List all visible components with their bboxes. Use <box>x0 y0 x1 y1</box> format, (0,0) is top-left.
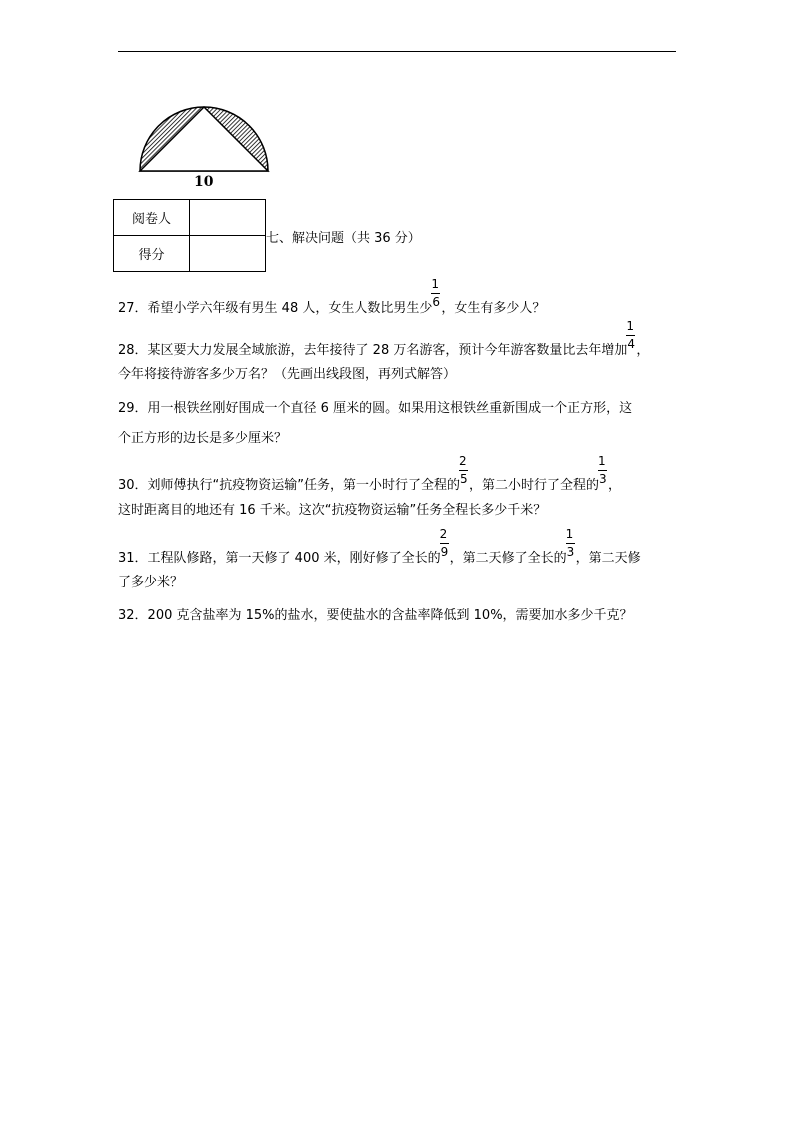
q28-frac-num: 1 <box>626 319 634 333</box>
q28-frac-bar <box>626 335 635 336</box>
question-28-line2: 今年将接待游客多少万名？（先画出线段图，再列式解答） <box>118 367 457 382</box>
question-28-line1 <box>118 319 650 358</box>
q31-frac1-bar <box>440 543 449 544</box>
section-title: 七、解决问题（共 36 分） <box>266 231 421 246</box>
q27-fraction <box>431 277 441 312</box>
score-label: 得分 <box>114 236 190 272</box>
question-29-line1: 29．用一根铁丝刚好围成一个直径 6 厘米的圆。如果用这根铁丝重新围成一个正方形，这 <box>118 401 633 416</box>
q28-fraction <box>626 319 636 354</box>
grader-table <box>113 199 266 272</box>
q28-line1-a: 28．某区要大力发展全域旅游，去年接待了 28 万名游客，预计今年游客数量比去年增加 <box>118 343 628 358</box>
q27-text-b: ，女生有多少人？ <box>441 301 546 316</box>
q31-frac1-num: 2 <box>439 527 448 541</box>
question-27 <box>118 277 546 316</box>
q30-frac2-bar <box>598 470 607 471</box>
q27-text-a: 27．希望小学六年级有男生 48 人，女生人数比男生少 <box>118 301 433 316</box>
semicircle-diagram <box>136 100 271 180</box>
q28-frac-den: 4 <box>627 337 635 351</box>
q30-fraction-2 <box>598 454 608 489</box>
q31-frac1-den: 9 <box>440 545 449 559</box>
question-32: 32．200 克含盐率为 15%的盐水，要使盐水的含盐率降低到 10%，需要加水多少千克？ <box>118 608 633 623</box>
q31-frac2-num: 1 <box>565 527 574 541</box>
q28-line1-b: ， <box>636 343 650 358</box>
q30-line1-b: ，第二小时行了全程的 <box>469 478 600 493</box>
header-rule <box>118 51 676 52</box>
question-30-line2: 这时距离目的地还有 16 千米。这次“抗疫物资运输”任务全程长多少千米？ <box>118 503 547 518</box>
score-value-cell <box>190 236 266 272</box>
q30-frac2-den: 3 <box>599 472 607 486</box>
question-31-line2: 了多少米？ <box>118 575 184 590</box>
q30-fraction-1 <box>459 454 469 489</box>
q30-frac2-num: 1 <box>598 454 606 468</box>
q31-fraction-2 <box>565 527 576 562</box>
q27-frac-bar <box>431 293 440 294</box>
question-31-line1 <box>118 527 641 566</box>
q31-line1-a: 31．工程队修路，第一天修了 400 米，刚好修了全长的 <box>118 551 441 566</box>
q31-fraction-1 <box>439 527 450 562</box>
score-row <box>114 236 266 272</box>
semicircle-figure <box>136 100 271 195</box>
q31-line1-b: ，第二天修了全长的 <box>449 551 567 566</box>
q30-line1-c: ， <box>608 478 622 493</box>
q30-line1-a: 30．刘师傅执行“抗疫物资运输”任务，第一小时行了全程的 <box>118 478 461 493</box>
q30-frac1-num: 2 <box>459 454 467 468</box>
grader-label: 阅卷人 <box>114 200 190 236</box>
q31-frac2-bar <box>566 543 575 544</box>
q31-frac2-den: 3 <box>566 545 575 559</box>
q27-frac-den: 6 <box>432 295 440 309</box>
grader-value-cell <box>190 200 266 236</box>
q27-frac-num: 1 <box>431 277 439 291</box>
q30-frac1-den: 5 <box>460 472 468 486</box>
question-30-line1 <box>118 454 622 493</box>
grader-row <box>114 200 266 236</box>
q31-line1-c: ，第二天修 <box>575 551 641 566</box>
q30-frac1-bar <box>459 470 468 471</box>
question-29-line2: 个正方形的边长是多少厘米？ <box>118 431 288 446</box>
diameter-label: 10 <box>194 174 214 190</box>
